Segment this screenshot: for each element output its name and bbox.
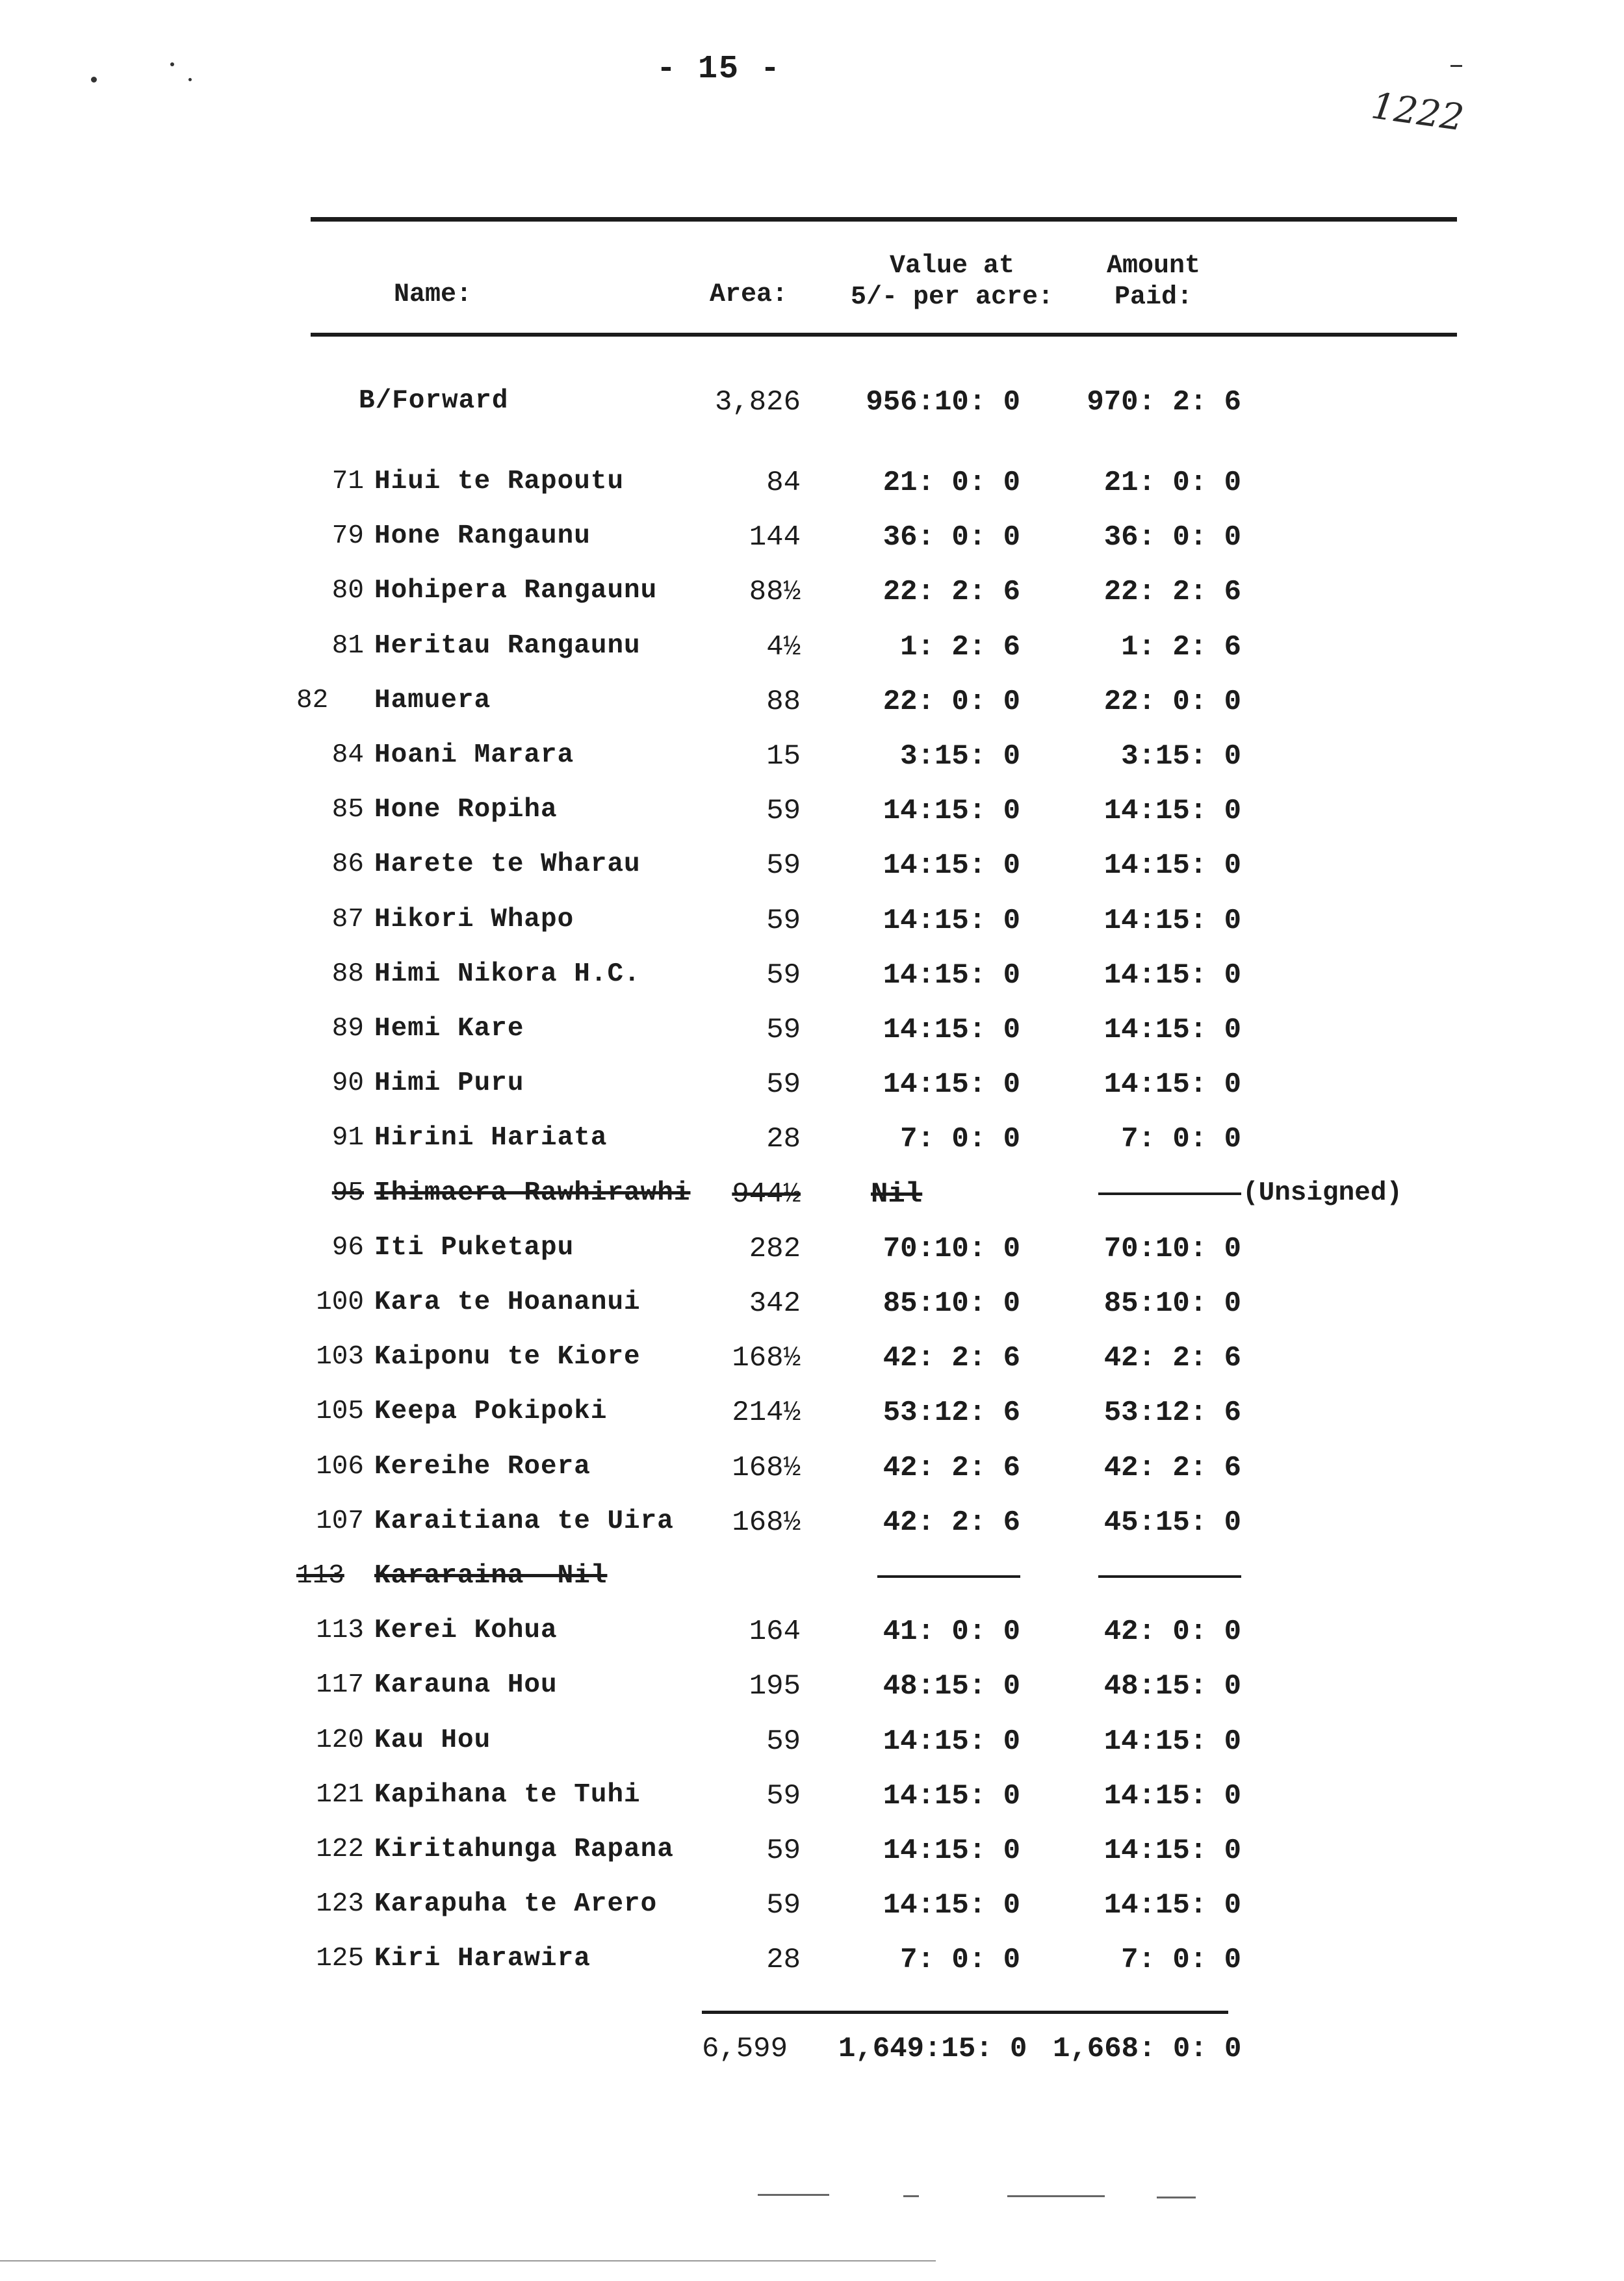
table-row bbox=[0, 959, 1624, 1005]
totals-rule bbox=[702, 2011, 1228, 2014]
row-amount: 14:15: 0 bbox=[1103, 1725, 1241, 1758]
row-value bbox=[838, 1561, 1020, 1593]
row-note: (Unsigned) bbox=[1243, 1178, 1403, 1208]
row-area: 59 bbox=[766, 1725, 801, 1758]
total-area: 6,599 bbox=[701, 2033, 788, 2065]
table-row bbox=[0, 1233, 1624, 1278]
row-area: 168½ bbox=[732, 1342, 801, 1374]
scan-mark bbox=[758, 2194, 829, 2196]
row-value: Nil bbox=[871, 1178, 923, 1211]
forward-value: 956:10: 0 bbox=[866, 386, 1020, 419]
row-area: 59 bbox=[766, 1835, 801, 1867]
row-amount: 48:15: 0 bbox=[1103, 1670, 1241, 1703]
table-row bbox=[0, 795, 1624, 840]
table-row bbox=[0, 849, 1624, 895]
row-area: 4½ bbox=[766, 631, 801, 664]
totals-row bbox=[0, 2033, 1624, 2078]
row-area: 168½ bbox=[732, 1452, 801, 1484]
row-value: 41: 0: 0 bbox=[883, 1616, 1020, 1648]
row-number: 79 bbox=[331, 521, 364, 551]
scan-edge bbox=[0, 2260, 936, 2262]
blank-dash bbox=[877, 1575, 1020, 1578]
row-amount: 42: 2: 6 bbox=[1103, 1342, 1241, 1374]
row-name: Ihimaera Rawhirawhi bbox=[374, 1178, 691, 1208]
handwritten-reference: 1222 bbox=[1369, 84, 1467, 140]
row-amount: 53:12: 6 bbox=[1103, 1397, 1241, 1429]
table-row bbox=[0, 1342, 1624, 1387]
table-row bbox=[0, 1616, 1624, 1661]
scan-speck bbox=[170, 62, 174, 66]
row-name: Hone Rangaunu bbox=[374, 521, 591, 551]
table-row bbox=[0, 1835, 1624, 1880]
row-value: 14:15: 0 bbox=[883, 1014, 1020, 1046]
row-name: Iti Puketapu bbox=[374, 1233, 574, 1263]
table-row bbox=[0, 905, 1624, 950]
row-name: Hikori Whapo bbox=[374, 905, 574, 934]
row-name: Kereihe Roera bbox=[374, 1452, 591, 1482]
table-row bbox=[0, 631, 1624, 677]
row-amount: 14:15: 0 bbox=[1103, 1780, 1241, 1812]
row-area: 59 bbox=[766, 1014, 801, 1046]
row-value: 21: 0: 0 bbox=[883, 467, 1020, 499]
row-value: 7: 0: 0 bbox=[900, 1944, 1020, 1976]
row-number: 113 bbox=[296, 1561, 344, 1591]
row-name: Hohipera Rangaunu bbox=[374, 576, 658, 606]
row-area: 28 bbox=[766, 1123, 801, 1155]
row-amount: 14:15: 0 bbox=[1103, 849, 1241, 882]
header-rule bbox=[311, 333, 1457, 337]
row-amount bbox=[1072, 1178, 1241, 1211]
row-number: 95 bbox=[331, 1178, 364, 1208]
row-value: 14:15: 0 bbox=[883, 1068, 1020, 1101]
row-area: 59 bbox=[766, 959, 801, 992]
table-row bbox=[0, 1725, 1624, 1771]
row-amount: 45:15: 0 bbox=[1103, 1506, 1241, 1539]
row-number: 120 bbox=[316, 1725, 364, 1755]
scan-mark bbox=[903, 2195, 919, 2197]
row-name: Kerei Kohua bbox=[374, 1616, 558, 1645]
row-number: 122 bbox=[316, 1835, 364, 1864]
row-area: 168½ bbox=[732, 1506, 801, 1539]
blank-dash bbox=[1098, 1575, 1241, 1578]
table-row bbox=[0, 576, 1624, 621]
row-number: 84 bbox=[331, 740, 364, 770]
row-area: 59 bbox=[766, 849, 801, 882]
row-value: 1: 2: 6 bbox=[900, 631, 1020, 664]
row-amount: 7: 0: 0 bbox=[1121, 1123, 1241, 1155]
row-amount: 14:15: 0 bbox=[1103, 1889, 1241, 1922]
row-area: 195 bbox=[749, 1670, 801, 1703]
row-name: Kara te Hoananui bbox=[374, 1287, 641, 1317]
row-area: 144 bbox=[749, 521, 801, 554]
row-name: Kararaina--Nil bbox=[374, 1561, 608, 1591]
row-amount: 14:15: 0 bbox=[1103, 905, 1241, 937]
table-row bbox=[0, 740, 1624, 786]
forward-row bbox=[0, 386, 1624, 432]
row-value: 14:15: 0 bbox=[883, 1889, 1020, 1922]
table-row bbox=[0, 686, 1624, 731]
row-number: 80 bbox=[331, 576, 364, 606]
table-row bbox=[0, 1397, 1624, 1442]
row-area: 59 bbox=[766, 795, 801, 827]
row-amount bbox=[1072, 1561, 1241, 1593]
table-row bbox=[0, 1780, 1624, 1825]
row-number: 85 bbox=[331, 795, 364, 825]
header-value-line1: Value at bbox=[889, 251, 1015, 281]
table-row bbox=[0, 1944, 1624, 1989]
row-amount: 70:10: 0 bbox=[1103, 1233, 1241, 1265]
row-name: Karapuha te Arero bbox=[374, 1889, 658, 1919]
row-name: Hemi Kare bbox=[374, 1014, 524, 1044]
row-area: 59 bbox=[766, 1068, 801, 1101]
row-area: 59 bbox=[766, 905, 801, 937]
row-number: 123 bbox=[316, 1889, 364, 1919]
blank-dash bbox=[1098, 1192, 1241, 1195]
forward-area: 3,826 bbox=[714, 386, 801, 419]
row-number: 105 bbox=[316, 1397, 364, 1426]
table-row bbox=[0, 1452, 1624, 1497]
row-number: 82 bbox=[296, 686, 329, 715]
row-name: Himi Puru bbox=[374, 1068, 524, 1098]
row-value: 85:10: 0 bbox=[883, 1287, 1020, 1320]
row-name: Kiri Harawira bbox=[374, 1944, 591, 1974]
row-area: 342 bbox=[749, 1287, 801, 1320]
total-value: 1,649:15: 0 bbox=[838, 2033, 1027, 2065]
row-amount: 22: 2: 6 bbox=[1103, 576, 1241, 608]
row-value: 70:10: 0 bbox=[883, 1233, 1020, 1265]
scan-speck bbox=[1450, 65, 1462, 67]
row-amount: 14:15: 0 bbox=[1103, 1068, 1241, 1101]
row-amount: 36: 0: 0 bbox=[1103, 521, 1241, 554]
row-value: 22: 2: 6 bbox=[883, 576, 1020, 608]
row-number: 113 bbox=[316, 1616, 364, 1645]
row-number: 125 bbox=[316, 1944, 364, 1974]
header-value bbox=[845, 251, 1059, 313]
row-value: 14:15: 0 bbox=[883, 905, 1020, 937]
row-name: Hone Ropiha bbox=[374, 795, 558, 825]
row-amount: 21: 0: 0 bbox=[1103, 467, 1241, 499]
row-value: 3:15: 0 bbox=[900, 740, 1020, 773]
total-amount: 1,668: 0: 0 bbox=[1053, 2033, 1242, 2065]
row-area: 88½ bbox=[749, 576, 801, 608]
row-number: 88 bbox=[331, 959, 364, 989]
table-row bbox=[0, 1561, 1624, 1606]
row-number: 87 bbox=[331, 905, 364, 934]
row-value: 48:15: 0 bbox=[883, 1670, 1020, 1703]
row-number: 107 bbox=[316, 1506, 364, 1536]
scan-speck bbox=[188, 78, 192, 81]
row-number: 86 bbox=[331, 849, 364, 879]
row-amount: 14:15: 0 bbox=[1103, 1014, 1241, 1046]
scan-speck bbox=[91, 77, 97, 83]
row-value: 14:15: 0 bbox=[883, 1725, 1020, 1758]
row-amount: 42: 2: 6 bbox=[1103, 1452, 1241, 1484]
row-number: 121 bbox=[316, 1780, 364, 1810]
row-value: 14:15: 0 bbox=[883, 795, 1020, 827]
page-number: - 15 - bbox=[656, 51, 782, 88]
row-number: 117 bbox=[316, 1670, 364, 1700]
row-area: 214½ bbox=[732, 1397, 801, 1429]
table-row bbox=[0, 1287, 1624, 1333]
row-area: 15 bbox=[766, 740, 801, 773]
header-amount-line2: Paid: bbox=[1114, 283, 1193, 312]
row-area: 59 bbox=[766, 1780, 801, 1812]
row-name: Kapihana te Tuhi bbox=[374, 1780, 641, 1810]
header-area: Area: bbox=[710, 280, 788, 309]
row-name: Karaitiana te Uira bbox=[374, 1506, 674, 1536]
row-number: 91 bbox=[331, 1123, 364, 1153]
row-number: 103 bbox=[316, 1342, 364, 1372]
row-amount: 1: 2: 6 bbox=[1121, 631, 1241, 664]
row-amount: 22: 0: 0 bbox=[1103, 686, 1241, 718]
row-number: 106 bbox=[316, 1452, 364, 1482]
row-number: 89 bbox=[331, 1014, 364, 1044]
row-area: 84 bbox=[766, 467, 801, 499]
table-row bbox=[0, 1123, 1624, 1168]
row-value: 14:15: 0 bbox=[883, 1835, 1020, 1867]
row-value: 36: 0: 0 bbox=[883, 521, 1020, 554]
row-area: 944½ bbox=[732, 1178, 801, 1211]
table-row bbox=[0, 467, 1624, 512]
header-name: Name: bbox=[394, 280, 472, 309]
row-name: Hoani Marara bbox=[374, 740, 574, 770]
row-value: 14:15: 0 bbox=[883, 959, 1020, 992]
row-area: 164 bbox=[749, 1616, 801, 1648]
row-area: 28 bbox=[766, 1944, 801, 1976]
row-name: Himi Nikora H.C. bbox=[374, 959, 641, 989]
scan-mark bbox=[1157, 2197, 1196, 2198]
row-number: 100 bbox=[316, 1287, 364, 1317]
row-name: Hiui te Rapoutu bbox=[374, 467, 625, 496]
row-name: Karauna Hou bbox=[374, 1670, 558, 1700]
row-name: Hirini Hariata bbox=[374, 1123, 608, 1153]
row-amount: 7: 0: 0 bbox=[1121, 1944, 1241, 1976]
table-row bbox=[0, 1014, 1624, 1059]
table-row bbox=[0, 1068, 1624, 1114]
forward-label: B/Forward bbox=[359, 386, 509, 416]
row-name: Kau Hou bbox=[374, 1725, 491, 1755]
table-row bbox=[0, 521, 1624, 567]
row-name: Kiritahunga Rapana bbox=[374, 1835, 674, 1864]
row-value: 14:15: 0 bbox=[883, 849, 1020, 882]
row-area: 59 bbox=[766, 1889, 801, 1922]
row-amount: 85:10: 0 bbox=[1103, 1287, 1241, 1320]
row-value: 42: 2: 6 bbox=[883, 1452, 1020, 1484]
row-name: Hamuera bbox=[374, 686, 491, 715]
row-number: 90 bbox=[331, 1068, 364, 1098]
row-value: 22: 0: 0 bbox=[883, 686, 1020, 718]
row-amount: 14:15: 0 bbox=[1103, 1835, 1241, 1867]
row-number: 81 bbox=[331, 631, 364, 661]
row-number: 96 bbox=[331, 1233, 364, 1263]
row-value: 42: 2: 6 bbox=[883, 1342, 1020, 1374]
forward-amount: 970: 2: 6 bbox=[1087, 386, 1241, 419]
row-value: 7: 0: 0 bbox=[900, 1123, 1020, 1155]
header-amount bbox=[1079, 251, 1228, 313]
table-row bbox=[0, 1178, 1624, 1224]
row-name: Heritau Rangaunu bbox=[374, 631, 641, 661]
row-amount: 42: 0: 0 bbox=[1103, 1616, 1241, 1648]
row-number: 71 bbox=[331, 467, 364, 496]
row-value: 53:12: 6 bbox=[883, 1397, 1020, 1429]
header-amount-line1: Amount bbox=[1106, 251, 1201, 281]
row-amount: 14:15: 0 bbox=[1103, 959, 1241, 992]
row-name: Harete te Wharau bbox=[374, 849, 641, 879]
header-value-line2: 5/- per acre: bbox=[850, 283, 1054, 312]
row-value: 42: 2: 6 bbox=[883, 1506, 1020, 1539]
row-area: 282 bbox=[749, 1233, 801, 1265]
row-amount: 3:15: 0 bbox=[1121, 740, 1241, 773]
row-name: Keepa Pokipoki bbox=[374, 1397, 608, 1426]
row-name: Kaiponu te Kiore bbox=[374, 1342, 641, 1372]
table-row bbox=[0, 1506, 1624, 1552]
scan-mark bbox=[1007, 2195, 1105, 2197]
row-area: 88 bbox=[766, 686, 801, 718]
table-row bbox=[0, 1670, 1624, 1716]
table-row bbox=[0, 1889, 1624, 1935]
top-rule bbox=[311, 217, 1457, 222]
row-value: 14:15: 0 bbox=[883, 1780, 1020, 1812]
row-amount: 14:15: 0 bbox=[1103, 795, 1241, 827]
